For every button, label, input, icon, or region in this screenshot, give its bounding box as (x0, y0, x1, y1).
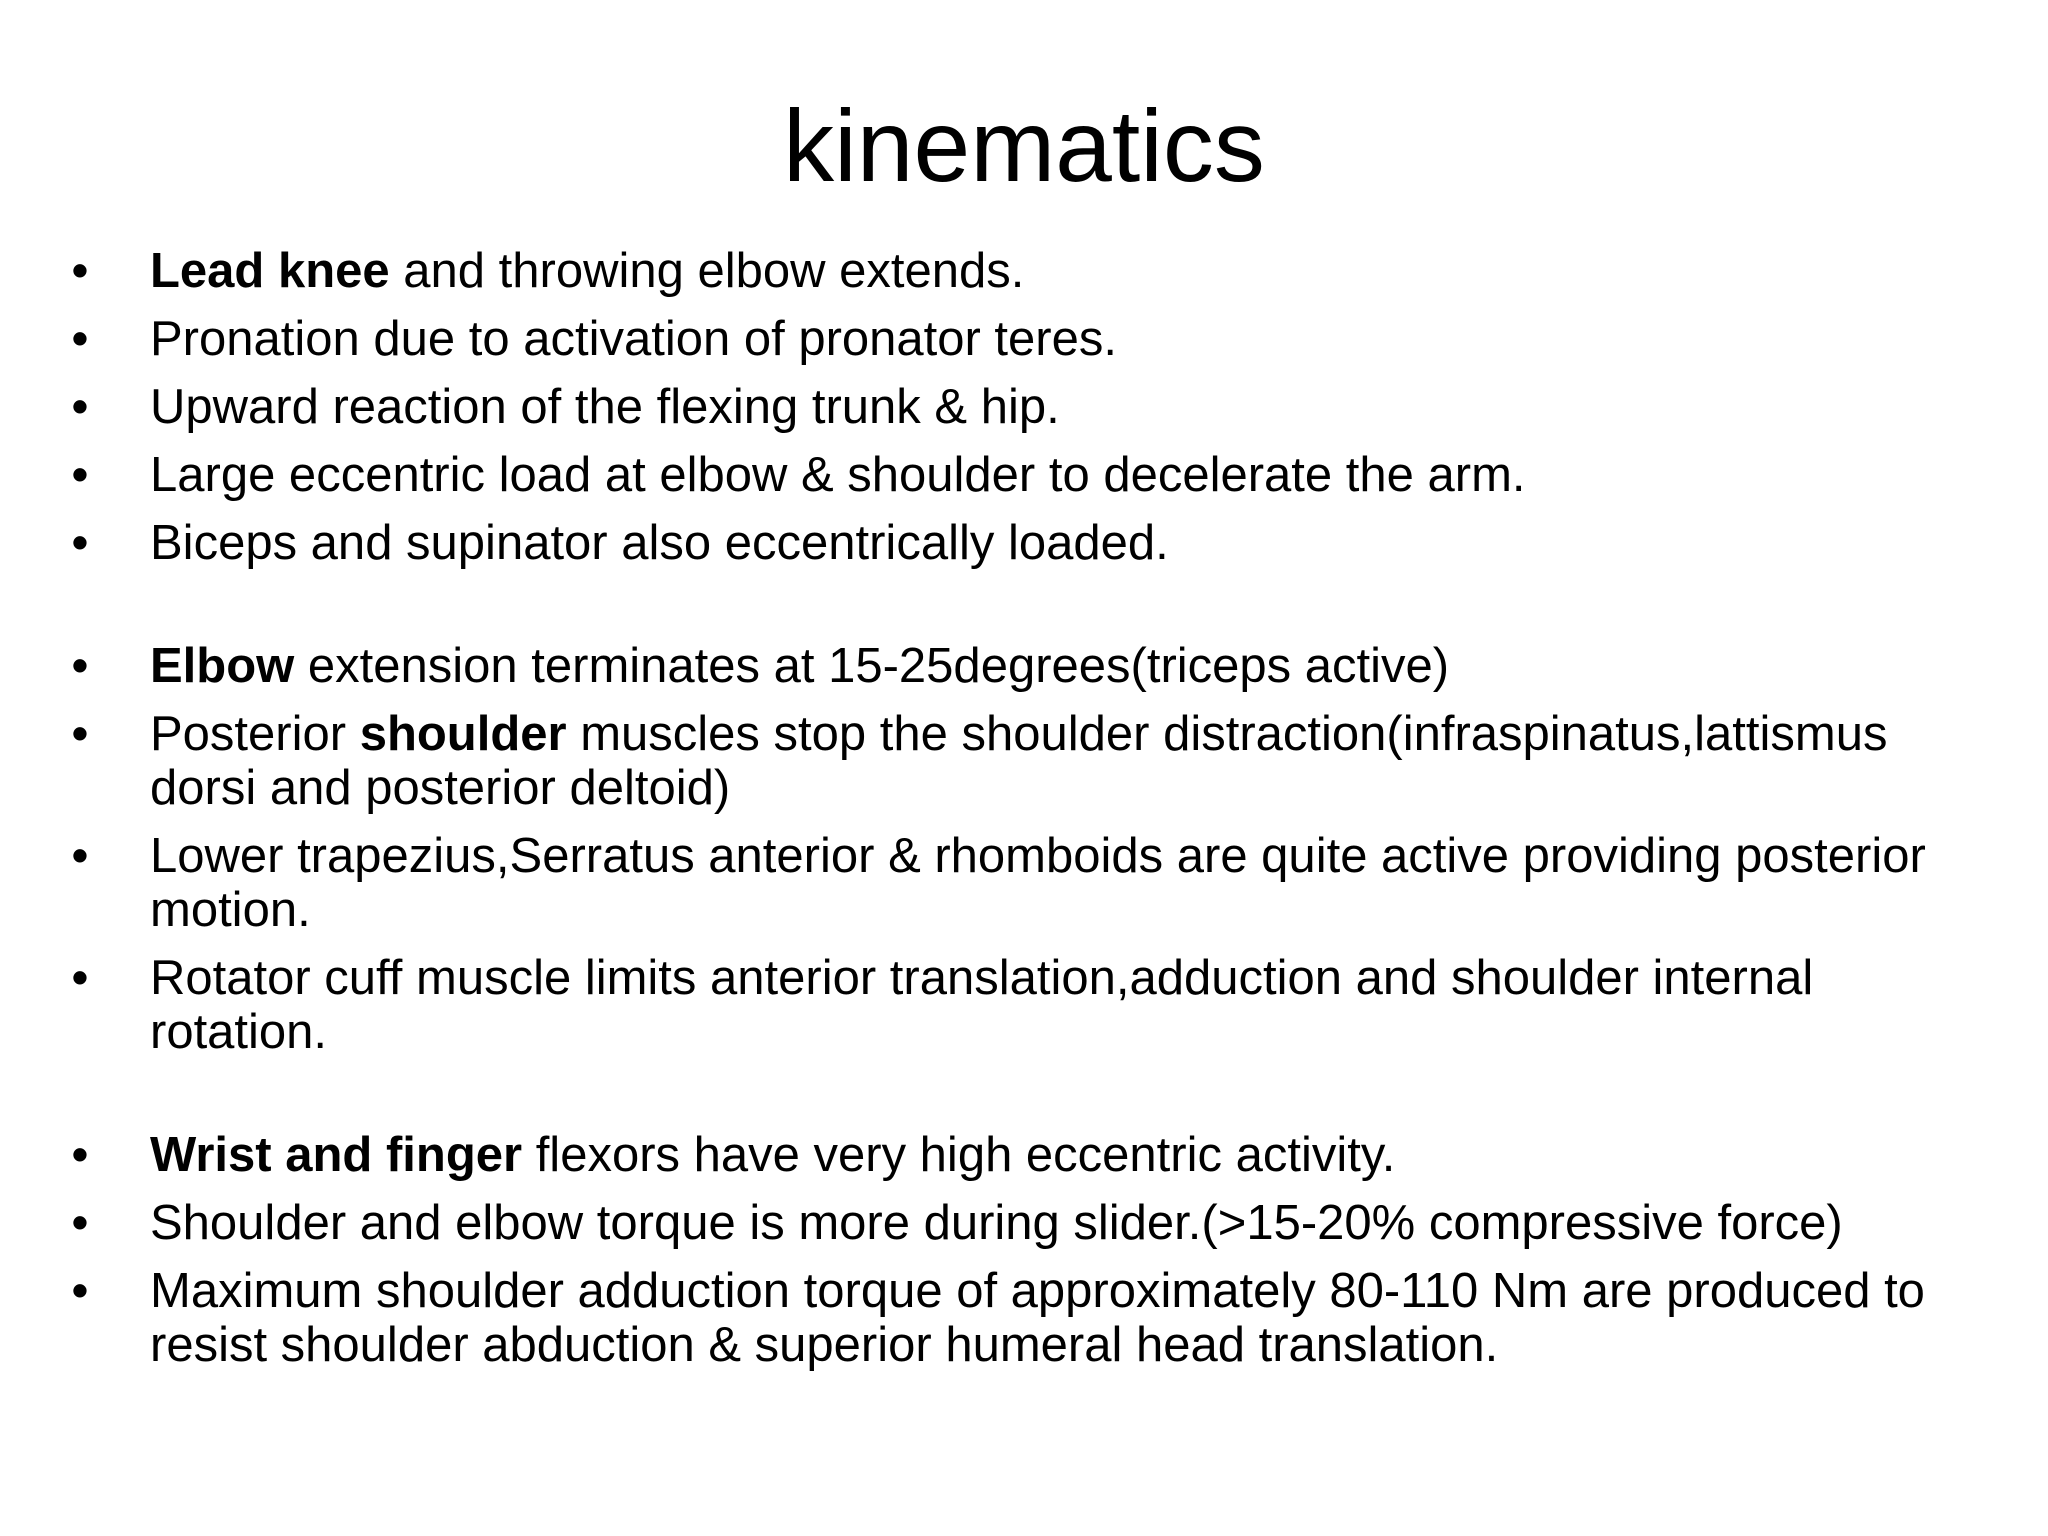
bullet-item (0, 380, 2048, 434)
bullet-text-post: muscles stop the shoulder distraction(infraspinatus,lattismus dorsi and posterior deltoid) (150, 707, 1888, 815)
bullet-icon: • (71, 516, 89, 570)
bullet-text-pre: Upward reaction of the flexing trunk & hip. (150, 380, 1060, 434)
slide-title: kinematics (783, 89, 1265, 203)
bullet-icon: • (71, 244, 89, 298)
bullet-icon: • (71, 1196, 89, 1250)
bullet-text-pre: Pronation due to activation of pronator teres. (150, 312, 1117, 366)
bullet-item (0, 1196, 2048, 1250)
bullet-text-pre: Posterior (150, 707, 360, 761)
bullet-item (0, 951, 2048, 1059)
bullet-text-pre: Maximum shoulder adduction torque of approximately 80-110 Nm are produced to resist shoulder abduction & superior humeral head translation. (150, 1264, 1925, 1372)
bullet-icon: • (71, 951, 89, 1005)
bullet-text-bold: shoulder (359, 707, 567, 761)
bullet-item (0, 707, 2048, 815)
bullet-text-pre: Lower trapezius,Serratus anterior & rhomboids are quite active providing posterior motion. (150, 829, 1926, 937)
bullet-text-post: flexors have very high eccentric activity. (522, 1128, 1396, 1182)
bullet-icon: • (71, 312, 89, 366)
bullet-icon: • (71, 1264, 89, 1318)
bullet-icon: • (71, 707, 89, 761)
bullet-item (0, 639, 2048, 693)
bullet-item (0, 516, 2048, 570)
bullet-text-pre: Large eccentric load at elbow & shoulder to decelerate the arm. (150, 448, 1526, 502)
bullet-item (0, 829, 2048, 937)
bullet-item (0, 244, 2048, 298)
bullet-item (0, 1128, 2048, 1182)
bullet-list (0, 244, 2048, 1386)
bullet-icon: • (71, 1128, 89, 1182)
bullet-text-bold: Lead knee (150, 244, 390, 298)
bullet-text-post: extension terminates at 15-25degrees(triceps active) (294, 639, 1450, 693)
bullet-icon: • (71, 639, 89, 693)
bullet-text-pre: Biceps and supinator also eccentrically loaded. (150, 516, 1169, 570)
bullet-item (0, 312, 2048, 366)
bullet-icon: • (71, 380, 89, 434)
bullet-text-bold: Elbow (150, 639, 295, 693)
bullet-icon: • (71, 829, 89, 883)
bullet-text-pre: Shoulder and elbow torque is more during slider.(>15-20% compressive force) (150, 1196, 1843, 1250)
bullet-text-pre: Rotator cuff muscle limits anterior translation,adduction and shoulder internal rotation. (150, 951, 1814, 1059)
bullet-icon: • (71, 448, 89, 502)
bullet-item (0, 1264, 2048, 1372)
bullet-text-bold: Wrist and finger (150, 1128, 523, 1182)
bullet-item (0, 448, 2048, 502)
bullet-text-post: and throwing elbow extends. (389, 244, 1025, 298)
